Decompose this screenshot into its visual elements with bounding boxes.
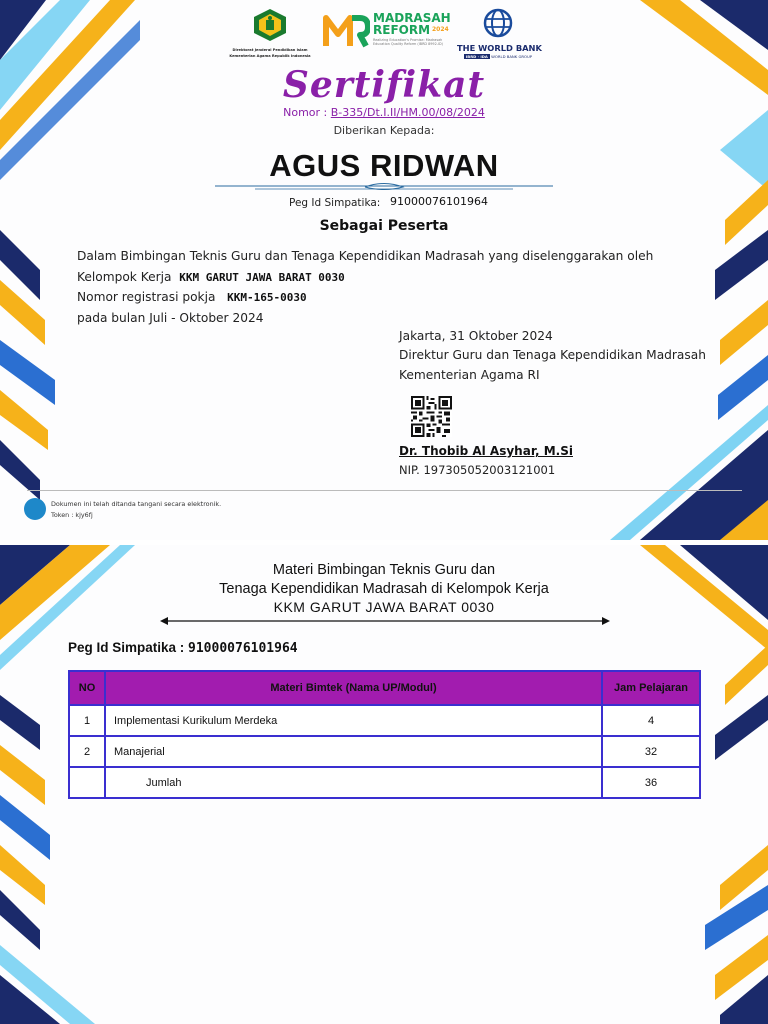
materi-peg-id [68,640,298,656]
working-group-value: KKM GARUT JAWA BARAT 0030 [179,271,345,284]
materi-peg-value: 91000076101964 [188,641,298,656]
kemenag-logo [225,8,315,59]
electronic-signature-icon [24,498,46,520]
working-group-label: Kelompok Kerja [77,270,172,284]
signer-name: Dr. Thobib Al Asyhar, M.Si [399,444,573,458]
signature-token: Token : kjy6fj [51,511,93,519]
row-materi: Implementasi Kurikulum Merdeka [105,705,602,736]
world-bank-tag-b: WORLD BANK GROUP [491,54,533,59]
row-jam: 32 [602,736,700,767]
signer-position: Direktur Guru dan Tenaga Kependidikan Madrasah [399,348,706,362]
body-line-1: Dalam Bimbingan Teknis Guru dan Tenaga Kependidikan Madrasah yang diselenggarakan oleh [77,249,654,263]
certificate-number-label: Nomor : [283,106,331,119]
world-bank-logo [457,8,542,59]
materi-table [68,670,701,799]
total-value: 36 [602,767,700,798]
madrasah-reform-subtitle: REFORM [373,23,431,37]
qr-code-icon [411,396,452,437]
certificate-number-value: B-335/Dt.I.II/HM.00/08/2024 [330,106,485,119]
world-bank-globe-icon [483,8,513,38]
body-line-4: pada bulan Juli - Oktober 2024 [77,311,264,325]
materi-title-line2: Tenaga Kependidikan Madrasah di Kelompok Kerja [219,581,549,597]
madrasah-reform-mark-icon [322,10,370,50]
madrasah-reform-logo [322,10,454,56]
peg-id-value: 91000076101964 [390,195,488,208]
participant-role: Sebagai Peserta [319,218,449,234]
madrasah-reform-year: 2024 [432,26,449,33]
world-bank-tag [457,54,539,59]
table-header-row [69,671,700,705]
registration-label: Nomor registrasi pokja [77,290,216,304]
madrasah-reform-title: MADRASAH [373,11,451,25]
total-no-cell [69,767,105,798]
registration-value: KKM-165-0030 [227,291,307,304]
given-to-label: Diberikan Kepada: [333,124,435,137]
body-line-2 [77,270,345,284]
kemenag-emblem-icon [252,8,288,42]
row-no: 2 [69,736,105,767]
electronic-signature-note: Dokumen ini telah ditanda tangani secara elektronik. [51,500,222,508]
certificate-title: Sertifikat [282,64,486,106]
table-total-row [69,767,700,798]
materi-title-line1: Materi Bimbingan Teknis Guru dan [272,562,496,578]
table-row [69,705,700,736]
row-materi: Manajerial [105,736,602,767]
table-row [69,736,700,767]
name-underline-ornament [215,182,553,192]
world-bank-name: THE WORLD BANK [457,43,542,53]
kemenag-caption-line2: Kementerian Agama Republik Indonesia [229,54,311,59]
recipient-name: AGUS RIDWAN [269,148,499,183]
column-header-materi: Materi Bimtek (Nama UP/Modul) [105,671,602,705]
certificate-number [200,106,568,119]
signer-ministry: Kementerian Agama RI [399,368,540,382]
place-date: Jakarta, 31 Oktober 2024 [399,329,553,343]
materi-peg-label: Peg Id Simpatika : [68,640,189,655]
world-bank-tag-a: IBRD · IDA [465,54,488,59]
body-line-3 [77,290,307,304]
kemenag-caption-line1: Direktorat Jenderal Pendidikan Islam [232,48,308,52]
total-label: Jumlah [105,767,602,798]
column-header-no: NO [69,671,105,705]
signer-nip: NIP. 197305052003121001 [399,463,556,477]
row-jam: 4 [602,705,700,736]
footer-divider [27,490,742,491]
materi-title-line3: KKM GARUT JAWA BARAT 0030 [273,599,495,615]
madrasah-reform-description: Realizing Education's Promise: Madrasah Education Quality Reform (IBRD 8992-ID) [373,38,443,46]
column-header-jam: Jam Pelajaran [602,671,700,705]
title-arrow-line [160,613,610,629]
row-no: 1 [69,705,105,736]
peg-id-label: Peg Id Simpatika: [289,197,381,209]
